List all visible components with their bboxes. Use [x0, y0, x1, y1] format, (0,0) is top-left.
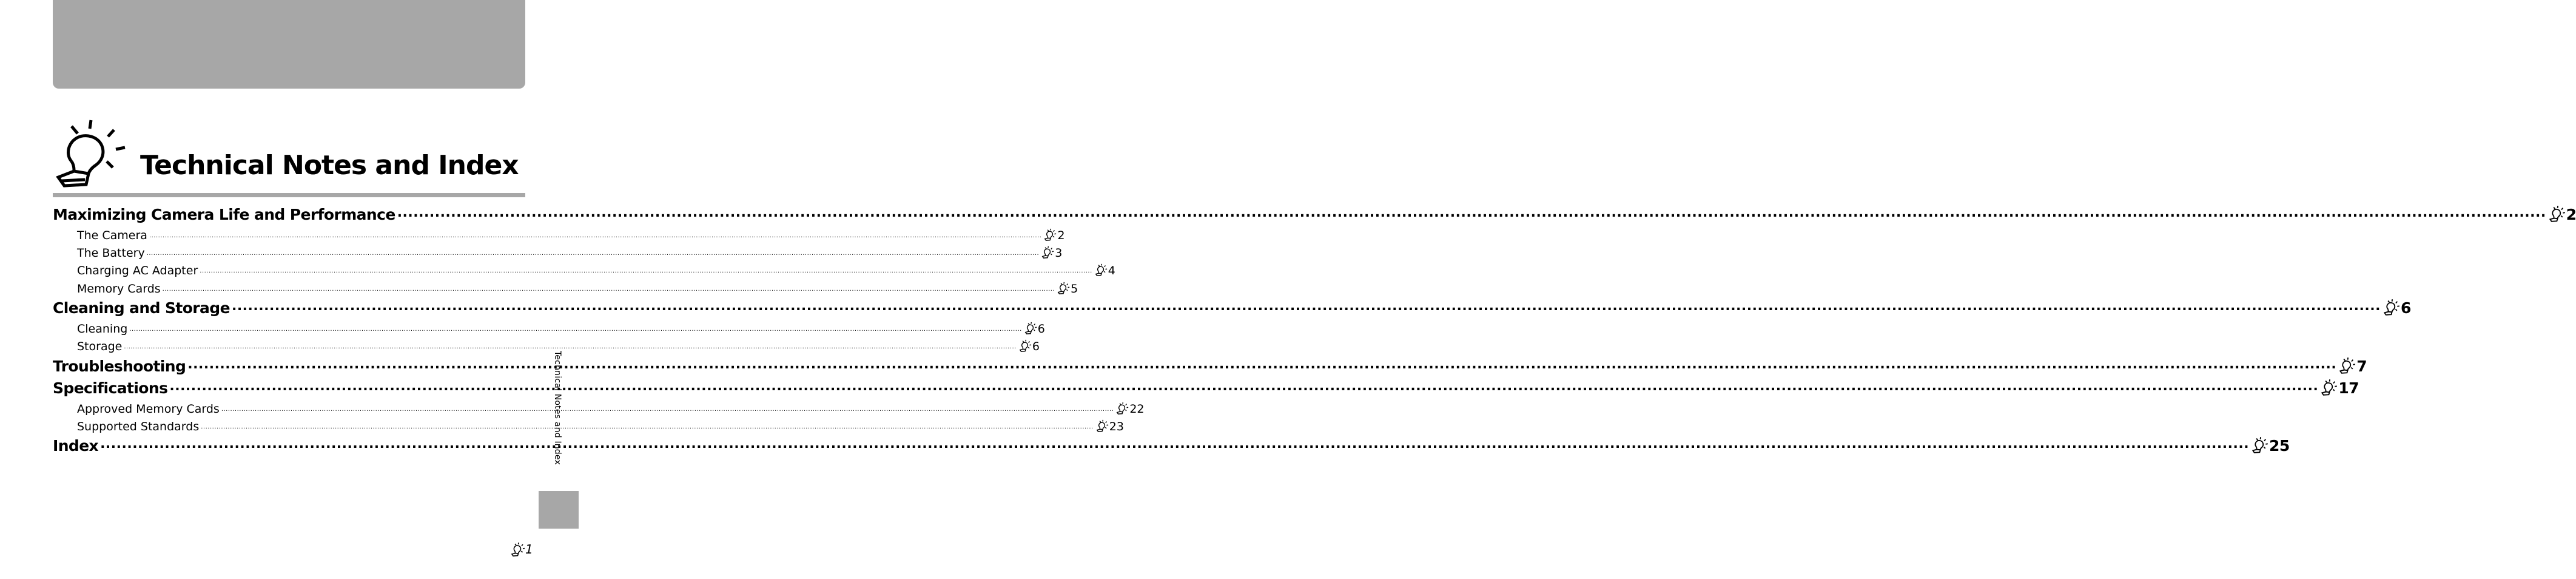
dot-leader: ................................................................................................................................................................................................................................................................................................................................................................................................................	[397, 205, 2546, 220]
toc-section[interactable]	[53, 434, 2290, 455]
dot-leader: ................................................................................................................................................................................................................................................................................................................................................................................................................	[149, 232, 1042, 239]
toc-entry-label: Cleaning and Storage	[53, 299, 230, 317]
small-lightbulb-icon	[511, 542, 525, 557]
small-lightbulb-icon	[2321, 379, 2338, 396]
page-reference-number: 4	[1108, 264, 1115, 277]
page-reference	[1017, 339, 1040, 353]
page-reference-number: 25	[2269, 437, 2290, 455]
dot-leader: ................................................................................................................................................................................................................................................................................................................................................................................................................	[231, 299, 2381, 314]
small-lightbulb-icon	[2549, 205, 2566, 222]
dot-leader: ................................................................................................................................................................................................................................................................................................................................................................................................................	[201, 424, 1094, 430]
page-number-text: 1	[525, 542, 533, 557]
page-reference-number: 17	[2338, 379, 2359, 397]
toc-entry-label: Index	[53, 437, 99, 455]
small-lightbulb-icon	[1116, 402, 1129, 415]
toc-entry-label: The Battery	[77, 246, 145, 260]
page-reference-number: 23	[1109, 420, 1124, 433]
header-band	[53, 0, 525, 89]
page-reference	[1039, 246, 1062, 260]
page-title: Technical Notes and Index	[140, 150, 519, 181]
toc-subsection[interactable]	[53, 244, 1063, 260]
toc-entry-label: Maximizing Camera Life and Performance	[53, 206, 395, 223]
dot-leader: ................................................................................................................................................................................................................................................................................................................................................................................................................	[200, 268, 1092, 274]
small-lightbulb-icon	[2339, 357, 2356, 374]
page-reference	[1094, 419, 1124, 433]
small-lightbulb-icon	[2383, 299, 2400, 316]
lightbulb-icon	[53, 119, 127, 189]
dot-leader: ................................................................................................................................................................................................................................................................................................................................................................................................................	[169, 379, 2319, 394]
toc-section[interactable]	[53, 354, 2367, 375]
page-reference-number: 6	[1037, 322, 1045, 336]
toc-entry-label: Charging AC Adapter	[77, 264, 198, 277]
small-lightbulb-icon	[2251, 436, 2268, 453]
toc-subsection[interactable]	[53, 337, 1040, 353]
page-reference-number: 2	[2566, 206, 2576, 223]
page-reference	[1041, 228, 1064, 242]
page-reference-number: 3	[1055, 246, 1063, 260]
page-reference	[1114, 402, 1144, 416]
small-lightbulb-icon	[1057, 282, 1070, 294]
page-reference-number: 7	[2356, 357, 2367, 375]
dot-leader: ................................................................................................................................................................................................................................................................................................................................................................................................................	[162, 286, 1055, 293]
toc-entry-label: The Camera	[77, 229, 147, 242]
page-reference-number: 2	[1057, 229, 1065, 242]
toc-entry-label: Troubleshooting	[53, 357, 186, 375]
side-tab-label: Technical Notes and Index	[553, 351, 562, 465]
dot-leader: ................................................................................................................................................................................................................................................................................................................................................................................................................	[187, 357, 2337, 372]
page-reference-number: 22	[1129, 402, 1145, 416]
page-reference-number: 6	[2400, 299, 2411, 317]
toc-section[interactable]	[53, 376, 2359, 397]
page-reference	[2336, 357, 2367, 375]
toc-section[interactable]	[53, 296, 2411, 317]
page-reference	[1092, 263, 1115, 277]
toc-subsection[interactable]	[53, 320, 1045, 336]
dot-leader: ................................................................................................................................................................................................................................................................................................................................................................................................................	[124, 344, 1017, 350]
small-lightbulb-icon	[1096, 419, 1109, 432]
page-reference	[2381, 299, 2411, 317]
toc-entry-label: Memory Cards	[77, 282, 161, 296]
toc-entry-label: Supported Standards	[77, 420, 200, 433]
toc-entry-label: Approved Memory Cards	[77, 402, 220, 416]
toc-section[interactable]	[53, 203, 2576, 223]
page-reference	[2546, 205, 2576, 223]
toc-subsection[interactable]	[53, 418, 1124, 433]
page-reference	[1055, 282, 1078, 296]
toc-subsection[interactable]	[53, 280, 1078, 296]
toc-entry-label: Specifications	[53, 379, 168, 397]
page-reference	[1022, 322, 1045, 336]
toc-subsection[interactable]	[53, 400, 1145, 416]
page-reference	[2318, 379, 2359, 397]
page-number	[511, 542, 533, 557]
small-lightbulb-icon	[1095, 263, 1108, 276]
dot-leader: ................................................................................................................................................................................................................................................................................................................................................................................................................	[221, 406, 1114, 413]
page-reference-number: 6	[1032, 340, 1040, 353]
small-lightbulb-icon	[1044, 228, 1057, 241]
toc-entry-label: Cleaning	[77, 322, 128, 336]
small-lightbulb-icon	[1024, 322, 1037, 334]
small-lightbulb-icon	[1019, 339, 1032, 352]
dot-leader: ................................................................................................................................................................................................................................................................................................................................................................................................................	[146, 250, 1040, 257]
toc-subsection[interactable]	[53, 226, 1065, 242]
toc-entry-label: Storage	[77, 340, 123, 353]
dot-leader: ................................................................................................................................................................................................................................................................................................................................................................................................................	[129, 326, 1022, 333]
small-lightbulb-icon	[1041, 246, 1054, 259]
toc-subsection[interactable]	[53, 262, 1115, 277]
page-reference-number: 5	[1071, 282, 1078, 296]
title-divider	[53, 193, 525, 197]
side-tab-marker	[539, 491, 579, 529]
page-reference	[2249, 436, 2290, 455]
dot-leader: ................................................................................................................................................................................................................................................................................................................................................................................................................	[100, 436, 2250, 452]
